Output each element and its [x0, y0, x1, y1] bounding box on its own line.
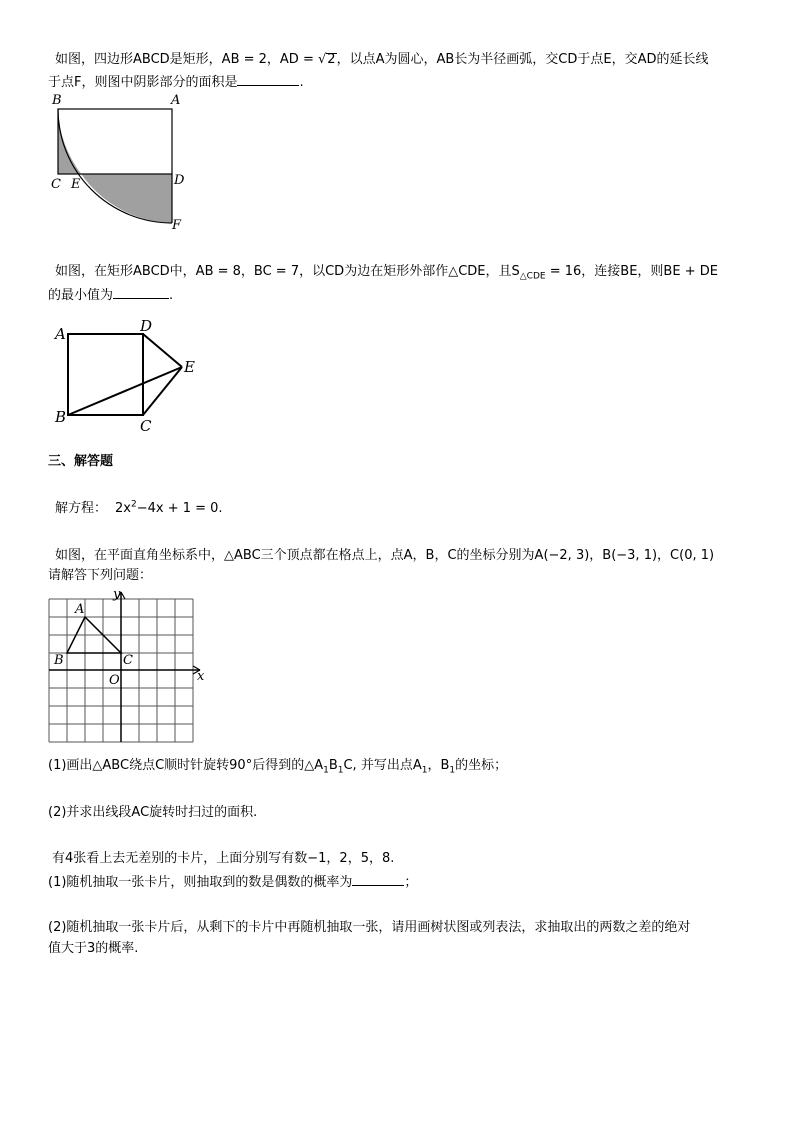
q5-answer-blank[interactable] [352, 873, 404, 886]
q2-text-line1 [55, 264, 718, 280]
subscript: 1 [449, 765, 456, 776]
label-D: D [174, 173, 185, 188]
q2-answer-blank[interactable] [113, 286, 169, 299]
q1-text-line1 [55, 52, 708, 68]
q3-equation-part: 2x [115, 501, 131, 516]
label-y: y [113, 587, 121, 602]
q1-shaded-left [58, 109, 81, 174]
subscript: 1 [323, 765, 329, 776]
q1-rectangle [58, 109, 172, 174]
q5-part2-line2: 值大于3的概率. [48, 941, 139, 956]
label-C: C [51, 177, 61, 192]
sqrt-value: 2 [327, 52, 336, 67]
q1-figure [40, 90, 200, 240]
q5-text-line1: 有4张看上去无差别的卡片，上面分别写有数−1，2，5，8. [52, 851, 395, 866]
q2-text-line2 [48, 286, 173, 304]
q4-part1-text: C, 并写出点A [343, 758, 422, 773]
q4-coordinate-grid [40, 586, 215, 751]
label-D: D [140, 317, 153, 335]
exponent: 2 [130, 499, 137, 510]
q5-part1-text: (1)随机抽取一张卡片，则抽取到的数是偶数的概率为 [48, 875, 353, 890]
q2-segment-DE [143, 334, 182, 367]
q2-text-part: 的最小值为 [48, 288, 114, 303]
label-O: O [109, 673, 120, 688]
sqrt-symbol: √ [317, 52, 327, 67]
label-B: B [54, 653, 64, 668]
label-E: E [71, 177, 81, 192]
subscript: 1 [421, 765, 428, 776]
q4-text-line2: 请解答下列问题： [48, 568, 153, 583]
label-A: A [55, 325, 66, 343]
q1-shaded-right [81, 174, 172, 223]
section-heading: 三、解答题 [48, 454, 114, 469]
q5-part1 [48, 873, 417, 891]
label-C: C [140, 417, 152, 435]
q2-text-part: = 16，连接BE，则BE + DE [545, 264, 718, 279]
q1-text-part: 如图，四边形ABCD是矩形，AB = 2，AD = [55, 52, 318, 67]
q3-equation-part: −4x + 1 = 0. [136, 501, 223, 516]
q4-text-line1: 如图，在平面直角坐标系中，△ABC三个顶点都在格点上，点A，B，C的坐标分别为A(−2, 3)，B(−3, 1)，C(0, 1) [55, 548, 715, 563]
q1-period: . [299, 75, 304, 90]
q1-text-line2 [48, 73, 304, 91]
label-x: x [197, 669, 205, 684]
label-C: C [123, 653, 133, 668]
q2-text-part: 如图，在矩形ABCD中，AB = 8，BC = 7，以CD为边在矩形外部作 [55, 264, 449, 279]
label-B: B [52, 93, 62, 108]
label-B: B [55, 408, 67, 426]
q1-text-part: ，以点A为圆心，AB长为半径画弧，交CD于点E，交AD的延长线 [336, 52, 709, 67]
q1-text-part: 于点F，则图中阴影部分的面积是 [48, 75, 238, 90]
q4-part1-text: ，B [427, 758, 450, 773]
subscript: 1 [337, 765, 344, 776]
q2-rectangle [68, 334, 143, 415]
q4-part1-text: 的坐标； [455, 758, 508, 773]
q3-prefix: 解方程： [55, 501, 108, 516]
q3-text [55, 501, 223, 517]
label-A: A [171, 93, 181, 108]
q2-figure [50, 312, 210, 437]
q1-answer-blank[interactable] [237, 73, 299, 86]
q4-part1 [48, 758, 507, 774]
q4-part1-text: (1)画出△ABC绕点C顺时针旋转90°后得到的△A [48, 758, 324, 773]
area-subscript: △CDE [519, 271, 546, 282]
q4-part2: (2)并求出线段AC旋转时扫过的面积. [48, 805, 258, 820]
q2-text-part: CDE，且S [458, 264, 520, 279]
q2-segment-BE [68, 367, 182, 415]
label-E: E [184, 358, 195, 376]
q5-semicolon: ； [404, 875, 418, 890]
triangle-symbol: △ [448, 264, 459, 279]
q2-period: . [169, 288, 174, 303]
label-F: F [172, 218, 182, 233]
q4-part1-text: B [328, 758, 338, 773]
q5-part2-line1: (2)随机抽取一张卡片后，从剩下的卡片中再随机抽取一张，请用画树状图或列表法，求抽取出的两数之差的绝对 [48, 920, 691, 935]
label-A: A [75, 602, 85, 617]
